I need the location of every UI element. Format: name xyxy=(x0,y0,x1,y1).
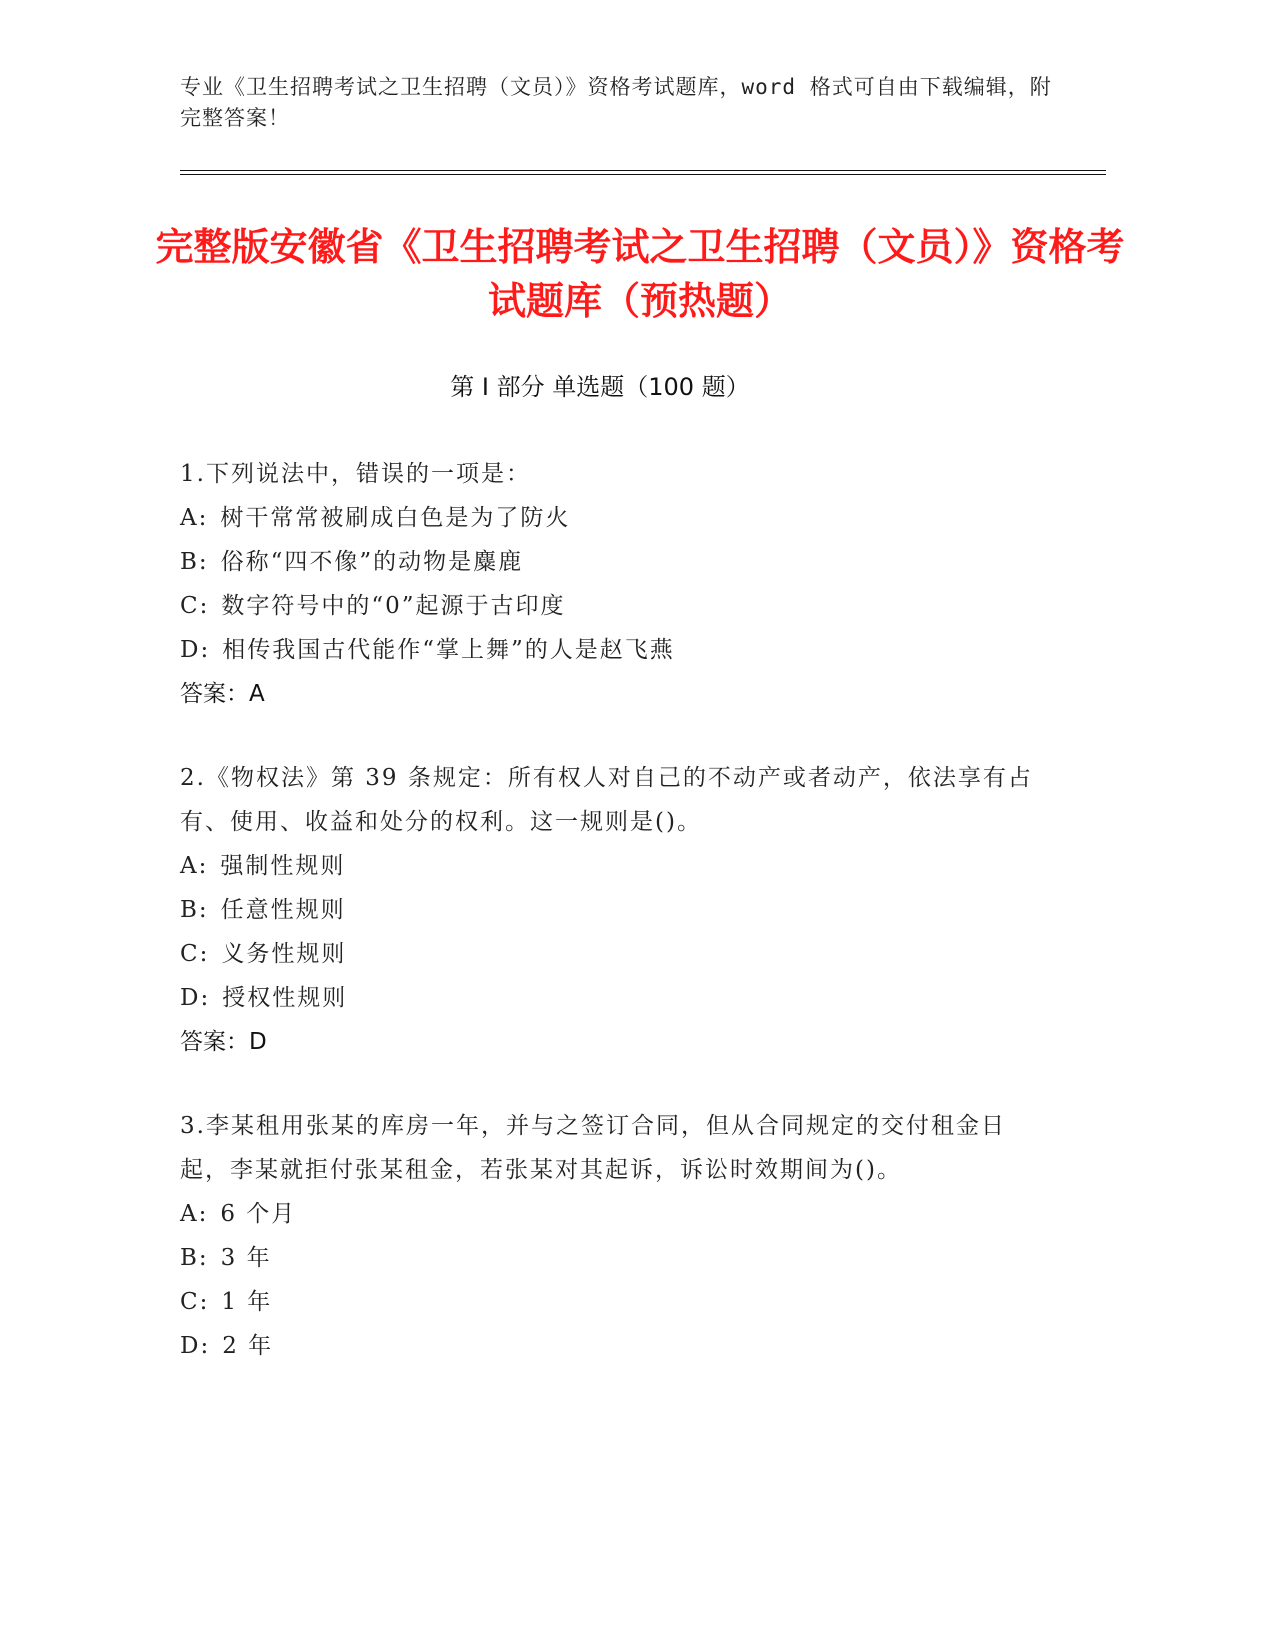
option-a xyxy=(180,844,1040,888)
option-d xyxy=(180,628,1040,672)
header-divider-bottom xyxy=(180,174,1106,175)
option-key: B: xyxy=(180,549,209,575)
option-text: 义务性规则 xyxy=(221,941,347,967)
option-a xyxy=(180,1192,1040,1236)
question-3 xyxy=(180,1104,1040,1368)
option-text: 数字符号中的“0”起源于古印度 xyxy=(221,593,566,619)
option-b xyxy=(180,1236,1040,1280)
option-key: A: xyxy=(180,1201,209,1227)
question-stem: 3.李某租用张某的库房一年，并与之签订合同，但从合同规定的交付租金日起，李某就拒付张某租金，若张某对其起诉，诉讼时效期间为()。 xyxy=(180,1113,1006,1183)
option-key: C: xyxy=(180,593,210,619)
option-key: A: xyxy=(180,853,209,879)
header-divider-top xyxy=(180,170,1106,171)
option-text: 授权性规则 xyxy=(222,985,348,1011)
option-text: 2 年 xyxy=(222,1333,274,1359)
option-key: C: xyxy=(180,941,210,967)
question-1 xyxy=(180,452,1040,716)
header-note: 专业《卫生招聘考试之卫生招聘（文员）》资格考试题库，word 格式可自由下载编辑，附完整答案！ xyxy=(180,75,1052,130)
option-b xyxy=(180,888,1040,932)
option-d xyxy=(180,976,1040,1020)
answer: 答案：D xyxy=(180,1029,267,1055)
option-key: C: xyxy=(180,1289,210,1315)
option-key: B: xyxy=(180,1245,209,1271)
question-stem: 2.《物权法》第 39 条规定：所有权人对自己的不动产或者动产，依法享有占有、使用、收益和处分的权利。这一规则是()。 xyxy=(180,765,1033,835)
answer: 答案：A xyxy=(180,681,265,707)
option-key: D: xyxy=(180,637,211,663)
question-stem: 1.下列说法中，错误的一项是： xyxy=(180,461,531,487)
option-text: 1 年 xyxy=(221,1289,273,1315)
option-b xyxy=(180,540,1040,584)
question-list xyxy=(180,452,1040,1408)
option-key: D: xyxy=(180,985,211,1011)
option-text: 3 年 xyxy=(220,1245,272,1271)
option-c xyxy=(180,1280,1040,1324)
question-2 xyxy=(180,756,1040,1064)
option-text: 任意性规则 xyxy=(220,897,346,923)
option-key: B: xyxy=(180,897,209,923)
option-text: 6 个月 xyxy=(220,1201,297,1227)
option-text: 树干常常被刷成白色是为了防火 xyxy=(220,505,571,531)
option-key: A: xyxy=(180,505,209,531)
option-c xyxy=(180,932,1040,976)
document-title: 完整版安徽省《卫生招聘考试之卫生招聘（文员）》资格考试题库（预热题） xyxy=(155,225,1125,323)
option-c xyxy=(180,584,1040,628)
option-key: D: xyxy=(180,1333,211,1359)
section-title: 第 I 部分 单选题（100 题） xyxy=(450,373,750,401)
option-text: 俗称“四不像”的动物是麋鹿 xyxy=(220,549,524,575)
option-d xyxy=(180,1324,1040,1368)
option-a xyxy=(180,496,1040,540)
option-text: 相传我国古代能作“掌上舞”的人是赵飞燕 xyxy=(222,637,675,663)
option-text: 强制性规则 xyxy=(220,853,346,879)
